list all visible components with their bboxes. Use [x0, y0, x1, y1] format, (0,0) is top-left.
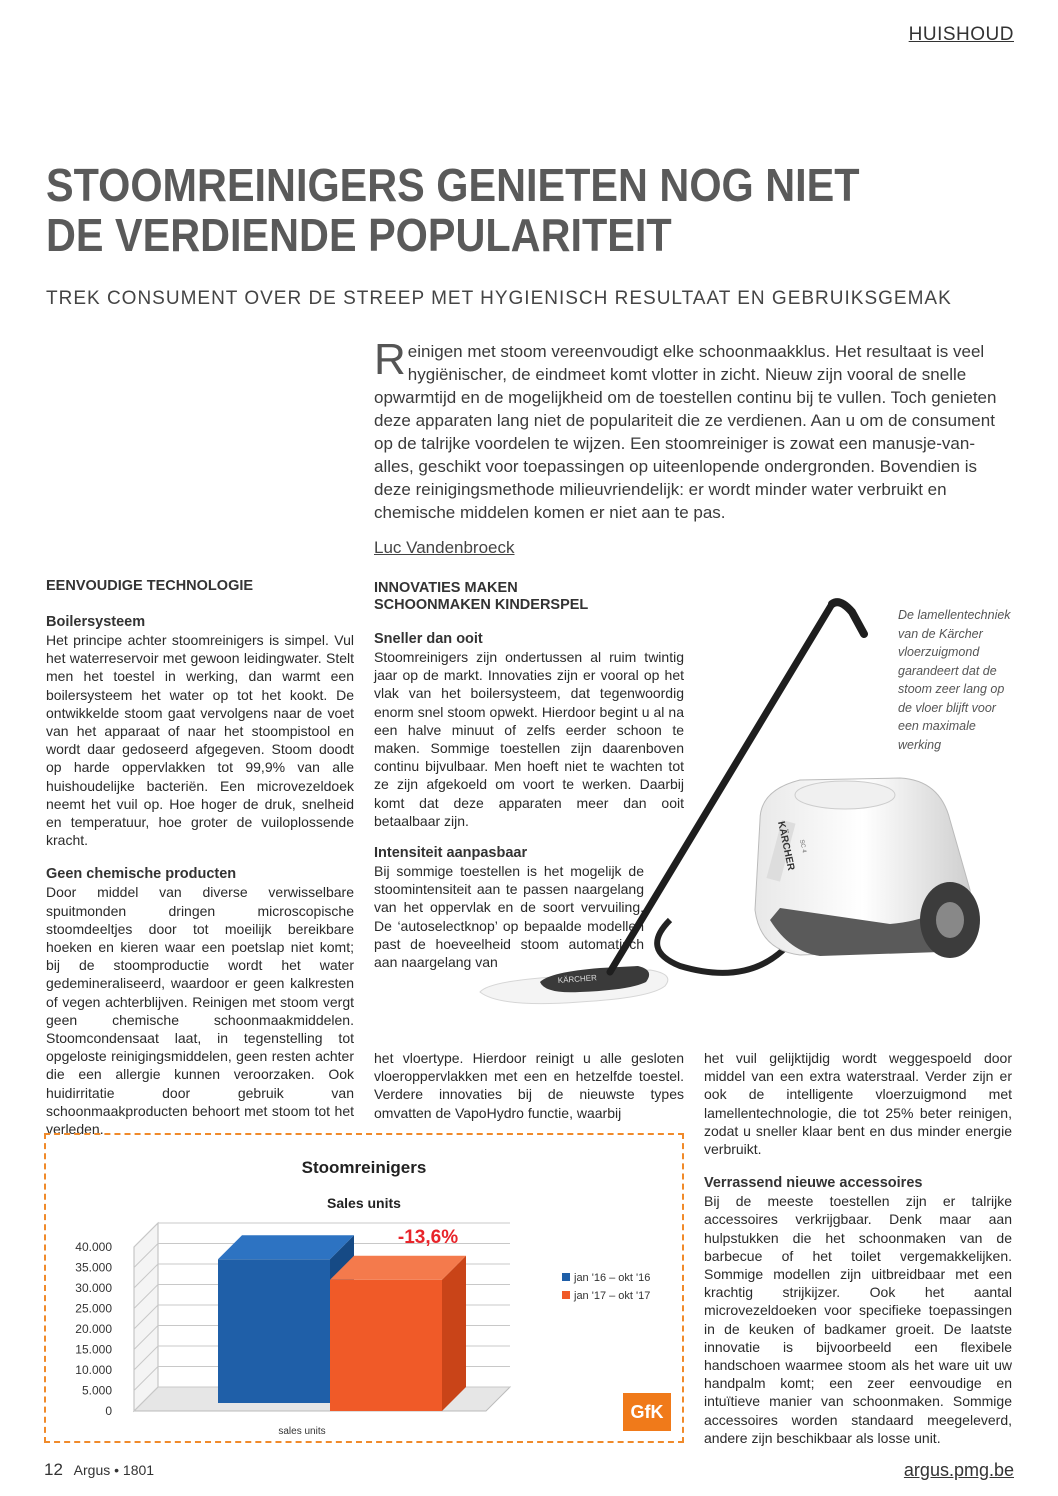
chart-subtitle: Sales units [327, 1195, 401, 1211]
chart-legend-label: jan '16 – okt '16 [574, 1272, 651, 1284]
chart-legend-label: jan '17 – okt '17 [574, 1290, 651, 1302]
article-intro [374, 335, 1014, 524]
chart-y-tick-label: 35.000 [75, 1260, 112, 1275]
chart-bar [330, 1280, 442, 1411]
chart-bars [218, 1235, 466, 1411]
magazine-issue: Argus • 1801 [73, 1462, 155, 1478]
column-2-continued [374, 1049, 684, 1122]
footer-url-link[interactable]: argus.pmg.be [903, 1460, 1014, 1480]
article-title-line1: STOOMREINIGERS GENIETEN NOG NIET [46, 159, 860, 211]
article-title [46, 160, 910, 260]
page-number: 12 [44, 1460, 63, 1479]
chart-y-ticks [75, 1240, 112, 1418]
col2-paragraph-1: Stoomreinigers zijn ondertussen al ruim twintig jaar op de markt. Innovaties zijn er vooral op het vlak van het boilersysteem, dat tegenwoordig enorm snel stoom opwekt. Hierdoor begint u al na een halve minuut of zelfs eerder schoon te maken. Sommige toestellen zijn daarenboven continu bijvulbaar. Men hoeft niet te wachten tot ze zijn afgekoeld om voort te werken. Daarbij komt dat deze apparaten meer dan ooit betaalbaar zijn. [374, 649, 684, 829]
article-subtitle: TREK CONSUMENT OVER DE STREEP MET HYGIENISCH RESULTAAT EN GEBRUIKSGEMAK [46, 288, 952, 309]
col2-heading-line1: INNOVATIES MAKEN [374, 580, 518, 596]
chart-y-tick-label: 5.000 [81, 1383, 112, 1398]
chart-y-tick-label: 40.000 [75, 1240, 112, 1254]
col2-paragraph-2b: het vloertype. Hierdoor reinigt u alle gesloten vloeroppervlakken met een en hetzelfde toestel. Verdere innovaties bij de nieuwste types omvatten de VapoHydro functie, waarbij [374, 1050, 684, 1121]
chart-y-tick-label: 15.000 [75, 1342, 112, 1357]
chart-y-tick-label: 20.000 [75, 1322, 112, 1336]
col2-heading-line2: SCHOONMAKEN KINDERSPEL [374, 597, 589, 613]
col1-heading: EENVOUDIGE TECHNOLOGIE [46, 578, 254, 594]
chart-legend-swatch [562, 1291, 570, 1299]
col2-subheading-intensiteit: Intensiteit aanpasbaar [374, 845, 528, 862]
section-tag: HUISHOUD [908, 24, 1014, 45]
col1-subheading-chemisch: Geen chemische producten [46, 866, 237, 883]
chart-legend-swatch [562, 1273, 570, 1281]
column-3 [704, 1049, 1012, 1447]
col3-subheading-accessoires: Verrassend nieuwe accessoires [704, 1175, 923, 1192]
col2-paragraph-2a: Bij sommige toestellen is het mogelijk de stoomintensiteit aan te passen naargelang van het oppervlak en de soort vervuiling. De ‘autoselectknop’ op bepaalde modellen past de hoeveelheid stoom automatisch aan naargelang van [374, 863, 644, 971]
article-author: Luc Vandenbroeck [374, 538, 515, 557]
chart-y-tick-label: 10.000 [75, 1363, 112, 1377]
col3-paragraph-2: Bij de meeste toestellen zijn er talrijke accessoires verkrijgbaar. Denk maar aan hulpstukken die het schoonmaken van de barbecue of het toilet vergemakkelijken. Sommige modellen zijn uitbreidbaar met een krachtig strijkijzer. Ook het aantal microvezeldoeken voor specifieke toepassingen in de keuken of badkamer groeit. De laatste innovatie is bijvoorbeeld een flexibele handschoen waarmee stoom als het ware uit uw handpalm komt; een zeer eenvoudige en intuïtieve manier van schoonmaken. Sommige accessoires worden standaard meegeleverd, andere zijn beschikbaar als losse unit. [704, 1193, 1012, 1446]
article-title-line2: DE VERDIENDE POPULARITEIT [46, 209, 672, 261]
footer-page-info [44, 1460, 154, 1480]
intro-text: einigen met stoom vereenvoudigt elke schoonmaakklus. Het resultaat is veel hygiënischer, de eindmeet komt vlotter in zicht. Nieuw zijn vooral de snelle opwarmtijd en de mogelijkheid om de toestellen continu bij te vullen. Toch genieten deze apparaten lang niet de populariteit die ze verdienen. Aan u om de consument op de talrijke voordelen te wijzen. Een stoomreiniger is zowat een manusje-van-alles, geschikt voor toepassingen op uiteenlopende ondergronden. Bovendien is deze reinigingsmethode milieuvriendelijk: er wordt minder water verbruikt en chemische middelen komen er niet aan te pas. [374, 342, 997, 522]
image-caption: De lamellentechniek van de Kärcher vloerzuigmond garandeert dat de stoom zeer lang op de vloer blijft voor een maximale werking [898, 608, 1011, 752]
chart-bar-side [442, 1256, 466, 1411]
col1-paragraph-2: Door middel van diverse verwisselbare spuitmonden dringen microscopische stoomdeeltjes door tot moeilijk bereikbare hoeken en kieren waar een poetslap niet komt; bij de stoomproductie wordt het water gedemineraliseerd, waardoor er geen kalkresten of vegen achterblijven. Reinigen met stoom vergt geen chemische schoonmaakmiddelen. Stoomcondensaat laat, in tegenstelling tot opgeloste reinigingsmiddelen, geen resten achter die een allergie kunnen veroorzaken. Ook huidirritatie door gebruik van schoonmaakproducten behoort met stoom tot het verleden. [46, 884, 354, 1138]
floor-head-brand-text: KÄRCHER [557, 973, 598, 985]
gfk-logo: GfK [623, 1393, 671, 1431]
body-model-text: SC 4 [798, 839, 807, 854]
chart-bar [218, 1259, 330, 1403]
column-1 [46, 578, 354, 1138]
col1-paragraph-1: Het principe achter stoomreinigers is simpel. Vul het waterreservoir met gewoon leidingwater. Stelt men het toestel in werking, dan warmt een boilersysteem het water op tot het kookt. De ontwikkelde stoom gaat vervolgens naar de voet van het apparaat of naar het stoompistool en wordt daar gedoseerd afgegeven. Stoom doodt op harde oppervlakken tot 99,9% van alle huishoudelijke bacteriën. Een microvezeldoek neemt het vuil op. Hoe hoger de druk, snelheid en temperatuur, hoe groter de vuiloplossende kracht. [46, 632, 354, 849]
chart-legend [562, 1272, 650, 1302]
body-brand-text: KÄRCHER [775, 820, 797, 872]
col2-subheading-sneller: Sneller dan ooit [374, 631, 483, 647]
sales-chart [46, 1135, 682, 1441]
intro-dropcap: R [374, 335, 406, 384]
col1-subheading-boilersysteem: Boilersysteem [46, 614, 146, 630]
chart-y-tick-label: 25.000 [75, 1301, 112, 1316]
chart-x-label: sales units [278, 1426, 326, 1437]
col3-paragraph-1: het vuil gelijktijdig wordt weggespoeld door middel van een extra waterstraal. Verder zijn er ook de intelligente vloerzuigmond met lamellentechnologie, die tot 25% beter reinigen, zodat u sneller klaar bent en dus minder energie verbruikt. [704, 1050, 1012, 1158]
chart-y-tick-label: 0 [105, 1404, 112, 1418]
chart-y-tick-label: 30.000 [75, 1281, 112, 1295]
chart-annotation: -13,6% [397, 1227, 459, 1248]
chart-title: Stoomreinigers [301, 1158, 427, 1177]
